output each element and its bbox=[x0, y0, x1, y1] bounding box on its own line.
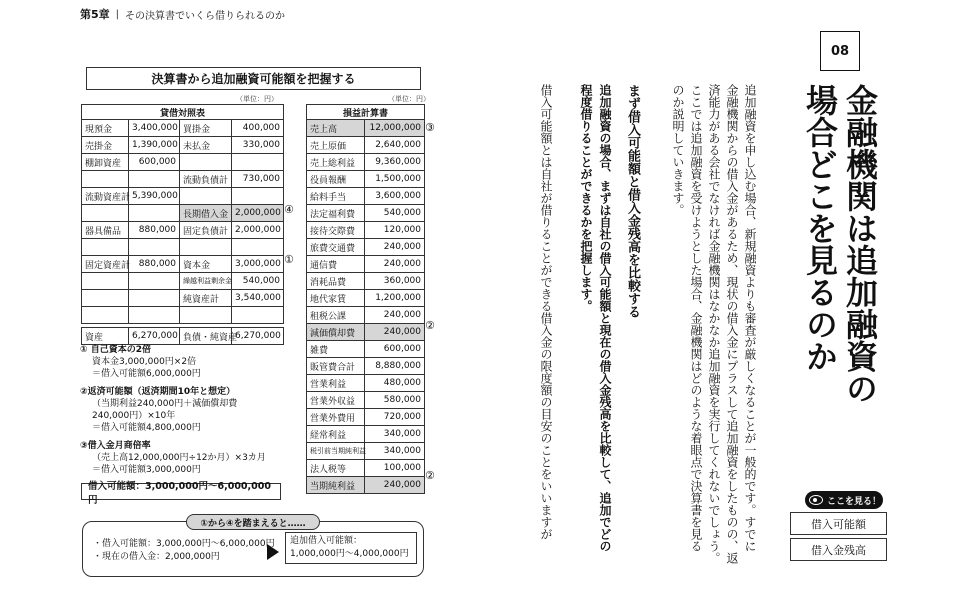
figure-title: 決算書から追加融資可能額を把握する bbox=[86, 67, 421, 90]
balance-sheet-table bbox=[81, 104, 284, 345]
eye-icon bbox=[809, 495, 823, 505]
cell-liability-value bbox=[232, 307, 284, 324]
cell-liability-value: 2,000,000 bbox=[232, 222, 284, 239]
cell-item-value: 240,000 bbox=[365, 477, 425, 494]
table-row bbox=[307, 188, 425, 205]
table-row bbox=[307, 120, 425, 137]
cell-item-value: 12,000,000 bbox=[365, 120, 425, 137]
cell-liability-name: 長期借入金 bbox=[180, 205, 232, 222]
page-title-line1: 金融機関は追加融資の bbox=[841, 84, 879, 404]
table-row bbox=[307, 137, 425, 154]
bold-line-2: 程度借りることができるかを把握します。 bbox=[579, 84, 593, 312]
cell-item-value: 340,000 bbox=[365, 426, 425, 443]
cell-item-name: 地代家賃 bbox=[307, 290, 365, 307]
table-row bbox=[307, 341, 425, 358]
cell-item-value: 2,640,000 bbox=[365, 137, 425, 154]
table-row bbox=[307, 205, 425, 222]
chapter-subtitle: その決算書でいくら借りられるのか bbox=[125, 10, 286, 22]
borrowing-capacity-summary: 借入可能額：3,000,000円〜6,000,000円 bbox=[81, 483, 281, 500]
cell-item-value: 8,880,000 bbox=[365, 358, 425, 375]
cell-item-value: 360,000 bbox=[365, 273, 425, 290]
table-row bbox=[307, 443, 425, 460]
cell-liability-name: 純資産計 bbox=[180, 290, 232, 307]
cell-asset-value bbox=[129, 239, 180, 256]
cell-asset-value bbox=[129, 307, 180, 324]
cell-liability-name: 資本金 bbox=[180, 256, 232, 273]
cell-liability-name bbox=[180, 239, 232, 256]
cell-asset-value bbox=[129, 273, 180, 290]
cell-item-name: 法人税等 bbox=[307, 460, 365, 477]
table-row bbox=[307, 409, 425, 426]
body-line-2: 金融機関からの借入金があるため、現状の借入金にプラスして追加融資をしたものの、返 bbox=[725, 84, 739, 564]
note3-title: ③借入金月商倍率 bbox=[80, 441, 151, 451]
cell-liability-value: 3,540,000 bbox=[232, 290, 284, 307]
body-line-5: のか説明していきます。 bbox=[671, 84, 685, 216]
table-row bbox=[307, 307, 425, 324]
cell-item-value: 480,000 bbox=[365, 375, 425, 392]
cell-asset-name: 固定資産計 bbox=[82, 256, 129, 273]
cell-asset-value bbox=[129, 171, 180, 188]
table-row bbox=[82, 171, 284, 188]
cell-liability-value: 540,000 bbox=[232, 273, 284, 290]
conclusion-line2: ・現在の借入金：2,000,000円 bbox=[93, 552, 220, 562]
table-row bbox=[307, 222, 425, 239]
cell-liability-name: 負債・純資産 bbox=[180, 328, 232, 345]
header-separator: | bbox=[115, 8, 120, 20]
cell-item-value: 600,000 bbox=[365, 341, 425, 358]
cell-item-value: 100,000 bbox=[365, 460, 425, 477]
cell-asset-value: 6,270,000 bbox=[129, 328, 180, 345]
table-row bbox=[307, 273, 425, 290]
cell-liability-value bbox=[232, 239, 284, 256]
table-row bbox=[307, 460, 425, 477]
table-row bbox=[82, 154, 284, 171]
arrow-right-icon bbox=[267, 544, 279, 560]
cell-item-name: 通信費 bbox=[307, 256, 365, 273]
table-row bbox=[307, 375, 425, 392]
cell-item-name: 租税公課 bbox=[307, 307, 365, 324]
cell-asset-name: 流動資産計 bbox=[82, 188, 129, 205]
cell-asset-value: 3,400,000 bbox=[129, 120, 180, 137]
cell-item-value: 240,000 bbox=[365, 324, 425, 341]
cell-item-value: 240,000 bbox=[365, 307, 425, 324]
cell-item-name: 売上高 bbox=[307, 120, 365, 137]
marker-3: ③ bbox=[425, 121, 435, 134]
cell-item-value: 3,600,000 bbox=[365, 188, 425, 205]
conclusion-result bbox=[285, 532, 417, 564]
cell-item-name: 経常利益 bbox=[307, 426, 365, 443]
chapter-label: 第5章 bbox=[80, 8, 110, 21]
cell-item-name: 減価償却費 bbox=[307, 324, 365, 341]
cell-asset-name bbox=[82, 273, 129, 290]
cell-asset-value: 600,000 bbox=[129, 154, 180, 171]
table-row bbox=[82, 120, 284, 137]
cell-asset-value: 880,000 bbox=[129, 222, 180, 239]
cell-liability-name bbox=[180, 154, 232, 171]
note2-title: ②返済可能額（返済期間10年と想定） bbox=[80, 387, 236, 397]
marker-2b: ② bbox=[425, 469, 435, 482]
cell-liability-value: 6,270,000 bbox=[232, 328, 284, 345]
table-row bbox=[82, 256, 284, 273]
cell-liability-value: 2,000,000 bbox=[232, 205, 284, 222]
cell-item-name: 当期純利益 bbox=[307, 477, 365, 494]
table-row bbox=[307, 290, 425, 307]
body-line-3: 済能力がある会社でなければ金融機関はなかなか追加融資を実行してくれないでしょう。 bbox=[707, 84, 721, 564]
table-row bbox=[82, 273, 284, 290]
cell-asset-value bbox=[129, 205, 180, 222]
cell-asset-name: 資産 bbox=[82, 328, 129, 345]
balance-sheet-title: 貸借対照表 bbox=[82, 105, 284, 120]
note2-line1: （当期利益240,000円＋減価償却費 bbox=[92, 399, 238, 409]
cell-asset-value: 5,390,000 bbox=[129, 188, 180, 205]
cell-liability-value: 3,000,000 bbox=[232, 256, 284, 273]
cell-liability-name: 繰越利益剰余金 bbox=[180, 273, 232, 290]
note2-line2: 240,000円）×10年 bbox=[92, 411, 176, 421]
cell-item-value: 720,000 bbox=[365, 409, 425, 426]
conclusion-line1: ・借入可能額：3,000,000円〜6,000,000円 bbox=[93, 539, 275, 549]
table-row bbox=[307, 256, 425, 273]
tag-borrowing-capacity: 借入可能額 bbox=[790, 512, 887, 535]
table-row bbox=[82, 239, 284, 256]
note2-line3: ＝借入可能額4,800,000円 bbox=[92, 423, 201, 433]
table-row bbox=[307, 324, 425, 341]
section-number: 08 bbox=[820, 31, 860, 71]
cell-item-value: 1,500,000 bbox=[365, 171, 425, 188]
cell-item-name: 消耗品費 bbox=[307, 273, 365, 290]
cell-asset-value: 1,390,000 bbox=[129, 137, 180, 154]
cell-asset-value bbox=[129, 290, 180, 307]
cell-item-value: 240,000 bbox=[365, 239, 425, 256]
cell-liability-name: 未払金 bbox=[180, 137, 232, 154]
cell-item-name: 税引前当期純利益 bbox=[307, 443, 365, 460]
unit-label-pl: （単位：円） bbox=[388, 95, 430, 103]
cell-liability-value: 400,000 bbox=[232, 120, 284, 137]
cell-item-name: 売上原価 bbox=[307, 137, 365, 154]
conclusion-label: ①から④を踏まえると…… bbox=[186, 514, 320, 530]
income-statement-table bbox=[306, 104, 425, 494]
cell-liability-name: 流動負債計 bbox=[180, 171, 232, 188]
note1-line2: ＝借入可能額6,000,000円 bbox=[92, 369, 201, 379]
note3-line1: （売上高12,000,000円÷12か月）×3カ月 bbox=[92, 453, 266, 463]
conclusion-inputs bbox=[93, 538, 275, 564]
table-row bbox=[307, 239, 425, 256]
cell-item-value: 1,200,000 bbox=[365, 290, 425, 307]
cell-liability-value bbox=[232, 154, 284, 171]
look-here-badge bbox=[805, 491, 883, 509]
table-row bbox=[82, 188, 284, 205]
unit-label-bs: （単位：円） bbox=[236, 95, 278, 103]
table-row bbox=[307, 358, 425, 375]
income-statement-title: 損益計算書 bbox=[307, 105, 425, 120]
cell-asset-name: 器具備品 bbox=[82, 222, 129, 239]
tail-line-1: 借入可能額とは自社が借りることができる借入金の限度額の目安のことをいいますが bbox=[539, 84, 553, 540]
cell-item-value: 540,000 bbox=[365, 205, 425, 222]
marker-2a: ② bbox=[425, 319, 435, 332]
cell-item-name: 営業外費用 bbox=[307, 409, 365, 426]
note1-line1: 資本金3,000,000円×2倍 bbox=[92, 357, 197, 367]
conclusion-result-value: 1,000,000円〜4,000,000円 bbox=[290, 549, 409, 559]
cell-liability-value: 730,000 bbox=[232, 171, 284, 188]
cell-liability-name bbox=[180, 188, 232, 205]
cell-liability-name: 買掛金 bbox=[180, 120, 232, 137]
marker-4: ④ bbox=[284, 203, 294, 216]
page-title-line2: 場合どこを見るのか bbox=[801, 84, 839, 372]
cell-asset-name bbox=[82, 307, 129, 324]
cell-item-name: 営業外収益 bbox=[307, 392, 365, 409]
cell-asset-name bbox=[82, 290, 129, 307]
body-line-4: ここでは追加融資を受けようとした場合、金融機関はどのような着眼点で決算書を見る bbox=[689, 84, 703, 552]
running-header bbox=[80, 6, 285, 22]
cell-asset-value: 880,000 bbox=[129, 256, 180, 273]
table-row bbox=[82, 205, 284, 222]
cell-asset-name bbox=[82, 239, 129, 256]
look-here-label: ここを見る！ bbox=[827, 496, 882, 507]
cell-liability-name bbox=[180, 307, 232, 324]
table-row bbox=[82, 307, 284, 324]
cell-asset-name: 現預金 bbox=[82, 120, 129, 137]
cell-item-name: 給料手当 bbox=[307, 188, 365, 205]
cell-item-name: 接待交際費 bbox=[307, 222, 365, 239]
cell-item-name: 役員報酬 bbox=[307, 171, 365, 188]
cell-liability-name: 固定負債計 bbox=[180, 222, 232, 239]
tag-loan-balance: 借入金残高 bbox=[790, 538, 887, 561]
conclusion-box bbox=[82, 518, 424, 577]
note3-line2: ＝借入可能額3,000,000円 bbox=[92, 465, 201, 475]
marker-1: ① bbox=[284, 253, 294, 266]
table-row bbox=[307, 392, 425, 409]
cell-item-value: 340,000 bbox=[365, 443, 425, 460]
cell-item-name: 営業利益 bbox=[307, 375, 365, 392]
table-row bbox=[82, 328, 284, 345]
cell-item-name: 売上総利益 bbox=[307, 154, 365, 171]
cell-asset-name bbox=[82, 205, 129, 222]
table-row bbox=[307, 426, 425, 443]
cell-item-name: 旅費交通費 bbox=[307, 239, 365, 256]
cell-item-name: 販管費合計 bbox=[307, 358, 365, 375]
table-row bbox=[82, 222, 284, 239]
note1-title: ① 自己資本の2倍 bbox=[80, 345, 152, 355]
cell-item-name: 雑費 bbox=[307, 341, 365, 358]
cell-liability-value: 330,000 bbox=[232, 137, 284, 154]
cell-asset-name bbox=[82, 171, 129, 188]
body-line-1: 追加融資を申し込む場合、新規融資よりも審査が厳しくなることが一般的です。すでに bbox=[743, 84, 757, 552]
calculation-notes bbox=[80, 344, 266, 476]
cell-asset-name: 売掛金 bbox=[82, 137, 129, 154]
cell-item-value: 240,000 bbox=[365, 256, 425, 273]
table-row bbox=[82, 137, 284, 154]
conclusion-result-label: 追加借入可能額： bbox=[290, 536, 363, 546]
cell-item-value: 9,360,000 bbox=[365, 154, 425, 171]
cell-asset-name: 棚卸資産 bbox=[82, 154, 129, 171]
bold-line-1: 追加融資の場合、まずは自社の借入可能額と現在の借入金残高を比較して、追加でどの bbox=[598, 84, 612, 552]
cell-item-name: 法定福利費 bbox=[307, 205, 365, 222]
cell-item-value: 580,000 bbox=[365, 392, 425, 409]
table-row bbox=[307, 477, 425, 494]
table-row bbox=[307, 154, 425, 171]
table-row bbox=[82, 290, 284, 307]
table-row bbox=[307, 171, 425, 188]
cell-liability-value bbox=[232, 188, 284, 205]
cell-item-value: 120,000 bbox=[365, 222, 425, 239]
section-heading: まず借入可能額と借入金残高を比較する bbox=[625, 84, 640, 318]
